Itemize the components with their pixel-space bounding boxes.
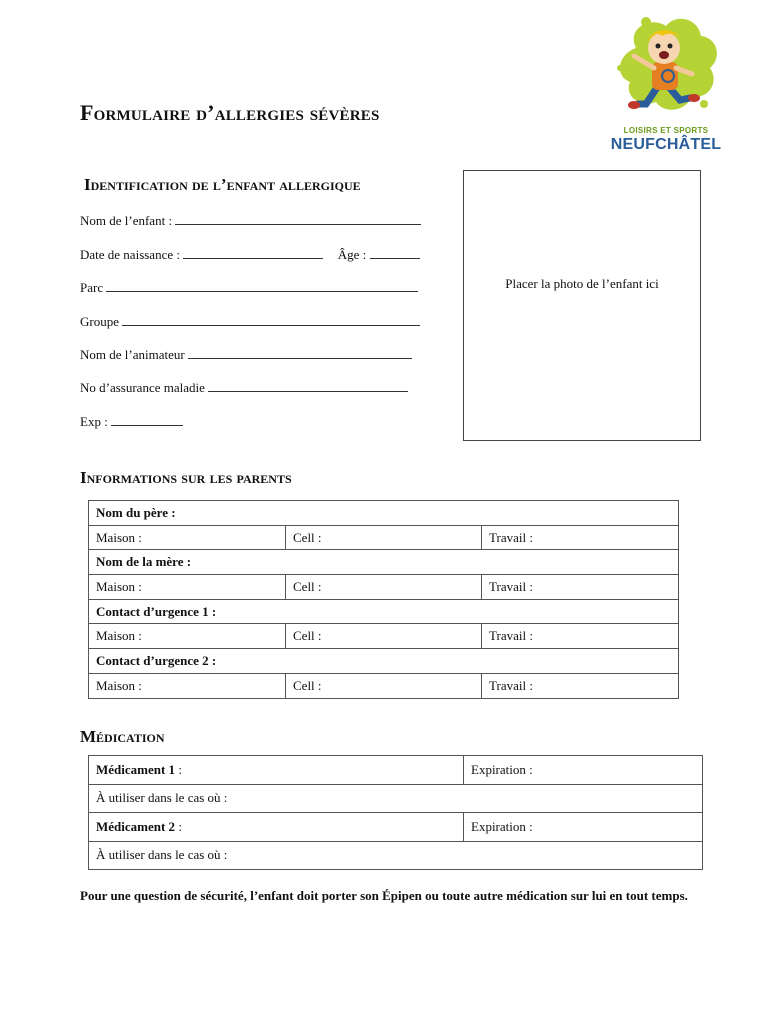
field-groupe-label: Groupe (80, 314, 119, 329)
table-row (89, 649, 679, 674)
field-animateur-line[interactable] (188, 349, 412, 359)
field-age-label: Âge : (337, 247, 367, 262)
emergency2-home-cell[interactable]: Maison : (89, 673, 286, 698)
medication2-expiration-cell[interactable]: Expiration : (464, 813, 703, 842)
field-assurance-line[interactable] (208, 382, 408, 392)
field-parc-line[interactable] (106, 282, 418, 292)
mother-cell-cell[interactable]: Cell : (286, 575, 482, 600)
medication2-label: Médicament 2 (96, 818, 176, 834)
field-exp-line[interactable] (111, 416, 183, 426)
photo-label: Placer la photo de l’enfant ici (505, 276, 659, 291)
medication1-suffix: : (175, 761, 182, 777)
logo-line2: NEUFCHÂTEL (610, 136, 722, 153)
field-exp-label: Exp : (80, 414, 108, 429)
emergency2-work-cell[interactable]: Travail : (482, 673, 679, 698)
emergency1-cell-cell[interactable]: Cell : (286, 624, 482, 649)
field-groupe-line[interactable] (122, 316, 420, 326)
field-age-line[interactable] (370, 249, 420, 259)
table-row (89, 501, 679, 526)
identification-heading: Identification de l’enfant allergique (84, 175, 361, 194)
mother-name-cell[interactable]: Nom de la mère : (89, 550, 679, 575)
logo-kid-illustration (606, 8, 726, 126)
table-row (89, 575, 679, 600)
table-row (89, 841, 703, 870)
medication2-usage-cell[interactable]: À utiliser dans le cas où : (89, 841, 703, 870)
medication-table (88, 755, 703, 870)
field-date-naissance-label: Date de naissance : (80, 247, 180, 262)
medication2-cell[interactable] (89, 813, 464, 842)
table-row (89, 550, 679, 575)
table-row (89, 599, 679, 624)
field-nom-enfant[interactable] (80, 213, 421, 229)
table-row (89, 525, 679, 550)
emergency1-work-cell[interactable]: Travail : (482, 624, 679, 649)
father-home-cell[interactable]: Maison : (89, 525, 286, 550)
field-parc-label: Parc (80, 280, 104, 295)
field-assurance-label: No d’assurance maladie (80, 380, 205, 395)
medication1-cell[interactable] (89, 756, 464, 785)
photo-placeholder[interactable] (463, 170, 701, 441)
medication-heading: Médication (80, 727, 165, 746)
table-row (89, 784, 703, 813)
father-name-cell[interactable]: Nom du père : (89, 501, 679, 526)
logo-line1: LOISIRS ET SPORTS (623, 126, 709, 135)
field-date-naissance-line[interactable] (183, 249, 323, 259)
field-nom-enfant-line[interactable] (175, 215, 421, 225)
field-groupe[interactable] (80, 314, 420, 330)
father-work-cell[interactable]: Travail : (482, 525, 679, 550)
logo (606, 8, 726, 156)
field-assurance[interactable] (80, 380, 408, 396)
field-date-naissance[interactable] (80, 247, 420, 263)
table-row (89, 624, 679, 649)
mother-home-cell[interactable]: Maison : (89, 575, 286, 600)
medication1-expiration-cell[interactable]: Expiration : (464, 756, 703, 785)
emergency2-cell-cell[interactable]: Cell : (286, 673, 482, 698)
field-animateur[interactable] (80, 347, 412, 363)
field-animateur-label: Nom de l’animateur (80, 347, 185, 362)
field-exp[interactable] (80, 414, 183, 430)
table-row (89, 673, 679, 698)
field-nom-enfant-label: Nom de l’enfant : (80, 213, 173, 228)
table-row (89, 813, 703, 842)
parents-table (88, 500, 679, 699)
medication2-suffix: : (175, 818, 182, 834)
medication1-label: Médicament 1 (96, 761, 176, 777)
safety-note: Pour une question de sécurité, l’enfant doit porter son Épipen ou toute autre médication sur lui en tout temps. (80, 888, 688, 903)
medication1-usage-cell[interactable]: À utiliser dans le cas où : (89, 784, 703, 813)
mother-work-cell[interactable]: Travail : (482, 575, 679, 600)
emergency2-name-cell[interactable]: Contact d’urgence 2 : (89, 649, 679, 674)
father-cell-cell[interactable]: Cell : (286, 525, 482, 550)
table-row (89, 756, 703, 785)
field-parc[interactable] (80, 280, 418, 296)
emergency1-home-cell[interactable]: Maison : (89, 624, 286, 649)
parents-heading: Informations sur les parents (80, 468, 292, 487)
emergency1-name-cell[interactable]: Contact d’urgence 1 : (89, 599, 679, 624)
page-title: Formulaire d’allergies sévères (80, 100, 380, 125)
